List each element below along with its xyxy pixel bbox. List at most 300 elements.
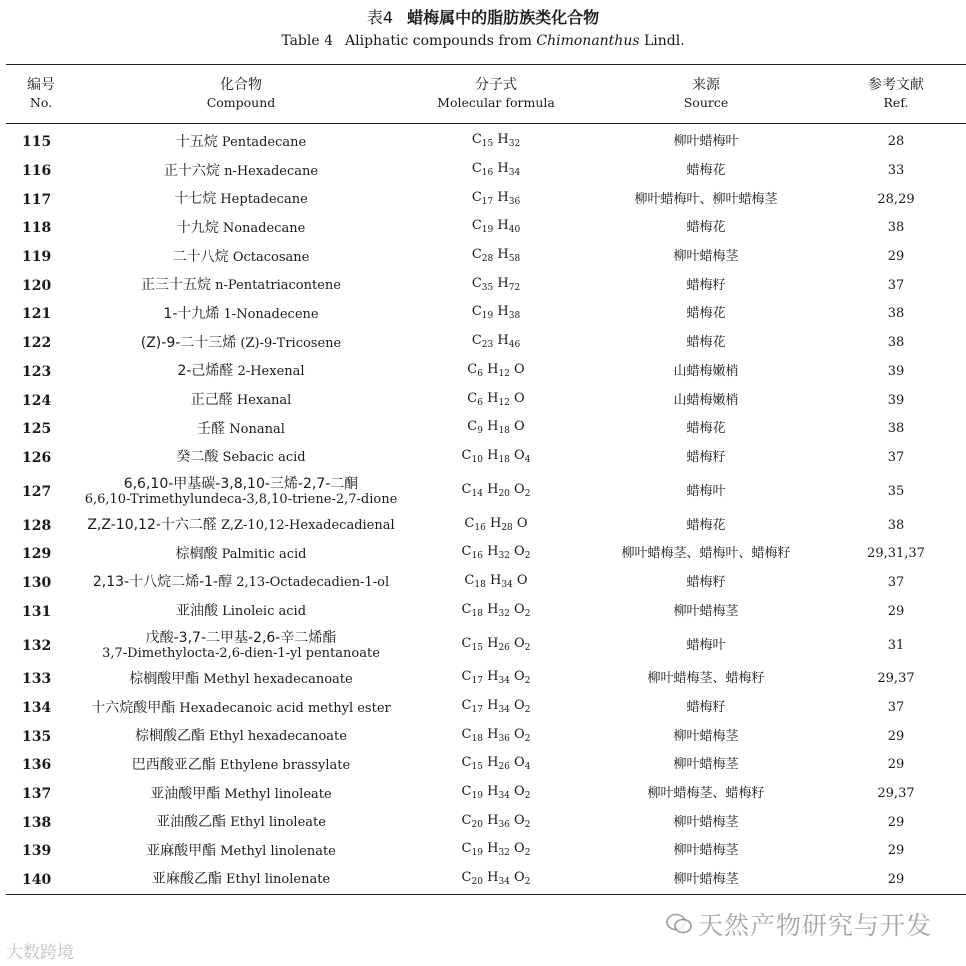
- cell-source: 蜡梅花: [686, 163, 726, 179]
- cell-ref: 39: [887, 363, 905, 379]
- compound-name-zh: 亚油酸: [175, 603, 218, 620]
- cell-compound: [76, 540, 406, 569]
- formula-element: C: [471, 247, 482, 263]
- formula-count: 4: [524, 454, 531, 465]
- cell-ref: 29,31,37: [867, 546, 925, 562]
- compound-name-zh: 十六烷酸甲酯: [91, 699, 176, 716]
- cell-source: 柳叶蜡梅茎: [673, 843, 739, 859]
- formula-count: 14: [471, 488, 483, 499]
- cell-no: 138: [22, 814, 52, 831]
- caption-chinese: [0, 6, 966, 30]
- cell-ref: 29: [887, 249, 905, 265]
- formula-count: 17: [471, 676, 483, 687]
- formula-element: C: [461, 447, 472, 463]
- formula-element: C: [461, 812, 472, 828]
- watermark-source: [6, 938, 74, 963]
- table-row: [6, 751, 966, 780]
- table-body: [6, 124, 966, 895]
- formula-count: 2: [524, 876, 531, 887]
- cell-no: 130: [22, 574, 52, 591]
- formula-count: 34: [498, 705, 510, 716]
- formula-element: O: [514, 635, 525, 651]
- formula-count: 2: [524, 848, 531, 859]
- cell-compound: [76, 128, 406, 157]
- table-header: [6, 65, 966, 124]
- compound-name-en: Ethyl linolenate: [226, 872, 331, 888]
- cell-compound: [76, 722, 406, 751]
- cell-no: 129: [22, 546, 52, 563]
- cell-source: 柳叶蜡梅叶、柳叶蜡梅茎: [634, 191, 778, 207]
- formula-element: H: [497, 304, 509, 320]
- compound-name-zh: 棕榈酸: [175, 545, 218, 562]
- cell-formula: [406, 128, 586, 157]
- formula-count: 36: [508, 196, 521, 207]
- formula-element: C: [467, 390, 478, 406]
- formula-count: 2: [524, 733, 531, 744]
- formula-count: 2: [524, 676, 531, 687]
- cell-no: 132: [22, 637, 52, 654]
- table-row: [6, 386, 966, 415]
- caption-en-author: Lindl.: [643, 33, 685, 49]
- cell-source: 蜡梅籽: [686, 277, 726, 293]
- cell-ref: 29,37: [877, 786, 915, 802]
- formula-element: C: [461, 635, 472, 651]
- formula-count: 15: [471, 762, 483, 773]
- table-row: [6, 808, 966, 837]
- header-formula: 分子式 Molecular formula: [406, 65, 586, 124]
- compound-name-zh: 壬醛: [197, 420, 226, 437]
- formula-element: O: [514, 841, 525, 857]
- cell-source: 柳叶蜡梅茎、蜡梅籽: [647, 671, 765, 687]
- cell-formula: [406, 722, 586, 751]
- formula-element: H: [487, 784, 499, 800]
- compound-name-zh: 亚麻酸乙酯: [151, 871, 222, 888]
- cell-ref: 29: [887, 814, 905, 830]
- cell-no: 118: [22, 220, 52, 237]
- cell-formula: [406, 540, 586, 569]
- formula-count: 34: [498, 876, 510, 887]
- table-row: [6, 128, 966, 157]
- header-no: 编号 No.: [6, 65, 76, 124]
- cell-ref: 38: [887, 517, 905, 533]
- formula-count: 28: [501, 522, 513, 533]
- caption-zh-text: 蜡梅属中的脂肪族类化合物: [407, 8, 600, 27]
- cell-formula: [406, 329, 586, 358]
- cell-formula: [406, 808, 586, 837]
- cell-no: 128: [22, 517, 52, 534]
- formula-element: C: [467, 419, 478, 435]
- formula-count: 32: [508, 139, 521, 150]
- compound-name-en: Ethylene brassylate: [219, 757, 351, 773]
- cell-no: 140: [6, 866, 76, 895]
- cell-formula: [406, 243, 586, 272]
- table-row: [6, 511, 966, 540]
- formula-element: O: [514, 544, 525, 560]
- cell-formula: [406, 300, 586, 329]
- formula-count: 15: [471, 642, 483, 653]
- compounds-table: [6, 64, 966, 895]
- compound-name-en: Sebacic acid: [222, 450, 306, 466]
- cell-source: 蜡梅花: [686, 517, 726, 533]
- compound-name-zh: 十七烷: [174, 191, 217, 208]
- formula-count: 12: [498, 368, 510, 379]
- cell-formula: [406, 780, 586, 809]
- compound-name-en: Methyl linolenate: [220, 843, 336, 859]
- formula-count: 16: [474, 522, 486, 533]
- table-row: [6, 665, 966, 694]
- formula-element: H: [487, 481, 499, 497]
- cell-formula: [406, 157, 586, 186]
- formula-count: 58: [508, 254, 521, 265]
- cell-ref: 37: [887, 449, 905, 465]
- formula-element: C: [461, 544, 472, 560]
- formula-element: C: [461, 869, 472, 885]
- compound-name-en: 2-Hexenal: [237, 364, 305, 380]
- formula-element: C: [471, 132, 482, 148]
- cell-formula: [406, 751, 586, 780]
- cell-no: 139: [22, 843, 52, 860]
- formula-count: 40: [508, 225, 521, 236]
- table-row: [6, 472, 966, 511]
- cell-ref: 38: [887, 335, 905, 351]
- caption-zh-number: 表4: [366, 8, 394, 27]
- cell-source: 蜡梅花: [686, 220, 726, 236]
- table-row: [6, 329, 966, 358]
- table-row: [6, 300, 966, 329]
- cell-formula: [406, 386, 586, 415]
- formula-count: 28: [481, 254, 494, 265]
- formula-element: H: [497, 333, 509, 349]
- formula-element: H: [487, 601, 499, 617]
- table-row: [6, 415, 966, 444]
- formula-element: O: [514, 812, 525, 828]
- formula-count: 18: [498, 454, 510, 465]
- cell-source: 山蜡梅嫩梢: [673, 392, 739, 408]
- caption-en-genus: Chimonanthus: [536, 33, 640, 49]
- formula-count: 32: [498, 848, 510, 859]
- cell-ref: 29: [826, 866, 966, 895]
- formula-element: C: [461, 726, 472, 742]
- cell-ref: 39: [887, 392, 905, 408]
- cell-formula: [406, 665, 586, 694]
- formula-element: C: [471, 218, 482, 234]
- formula-element: C: [471, 189, 482, 205]
- cell-formula: [406, 597, 586, 626]
- cell-formula: [406, 415, 586, 444]
- compound-name-en: Ethyl hexadecanoate: [209, 729, 347, 745]
- cell-compound: [76, 214, 406, 243]
- table-row: [6, 626, 966, 665]
- formula-count: 32: [498, 608, 510, 619]
- cell-source: 蜡梅叶: [686, 637, 726, 653]
- cell-no: 134: [22, 700, 52, 717]
- formula-element: O: [514, 390, 525, 406]
- cell-compound: [76, 694, 406, 723]
- formula-element: O: [514, 419, 525, 435]
- table-row: [6, 780, 966, 809]
- formula-element: O: [514, 869, 525, 885]
- compound-name-zh: 2,13-十八烷二烯-1-醇: [92, 574, 233, 591]
- formula-element: C: [461, 698, 472, 714]
- cell-source: 柳叶蜡梅茎: [673, 603, 739, 619]
- compound-name-zh: 亚麻酸甲酯: [146, 842, 217, 859]
- compound-name-en: Palmitic acid: [221, 546, 307, 562]
- cell-ref: 29,37: [877, 671, 915, 687]
- formula-count: 16: [471, 551, 483, 562]
- compound-name-en: Heptadecane: [220, 192, 308, 208]
- formula-element: H: [487, 698, 499, 714]
- formula-count: 19: [481, 311, 494, 322]
- formula-count: 34: [498, 791, 510, 802]
- formula-element: H: [487, 726, 499, 742]
- cell-no: 117: [22, 191, 52, 208]
- compound-name-en: Hexanal: [236, 393, 292, 409]
- formula-element: C: [461, 841, 472, 857]
- cell-source: 柳叶蜡梅茎: [673, 757, 739, 773]
- compound-name-zh: 正三十五烷: [141, 277, 212, 294]
- caption-english: [0, 30, 966, 52]
- cell-source: 蜡梅花: [686, 421, 726, 437]
- formula-count: 12: [498, 397, 510, 408]
- compound-name-zh: (Z)-9-二十三烯: [140, 334, 237, 351]
- formula-element: C: [464, 515, 475, 531]
- formula-element: H: [487, 447, 499, 463]
- formula-element: H: [487, 869, 499, 885]
- compound-name-en: Pentadecane: [221, 134, 307, 150]
- formula-count: 10: [471, 454, 483, 465]
- formula-count: 36: [498, 733, 510, 744]
- cell-compound: [76, 780, 406, 809]
- formula-element: C: [464, 572, 475, 588]
- formula-count: 35: [481, 282, 494, 293]
- table-row: [6, 722, 966, 751]
- formula-count: 19: [481, 225, 494, 236]
- formula-element: H: [497, 161, 509, 177]
- compound-name-en: 2,13-Octadecadien-1-ol: [236, 575, 390, 591]
- watermark-journal-text: 天然产物研究与开发: [697, 911, 932, 940]
- formula-count: 6: [477, 397, 483, 408]
- cell-formula: [406, 866, 586, 895]
- compound-name-en: Methyl linoleate: [224, 786, 332, 802]
- table-row: [6, 358, 966, 387]
- compound-name-zh: 戊酸-3,7-二甲基-2,6-辛二烯酯: [145, 629, 337, 646]
- compound-name-zh: 十九烷: [176, 219, 219, 236]
- cell-compound: [76, 444, 406, 473]
- compound-name-en: Linoleic acid: [222, 604, 307, 620]
- formula-count: 17: [481, 196, 494, 207]
- cell-source: 蜡梅叶: [686, 483, 726, 499]
- formula-element: O: [514, 698, 525, 714]
- formula-count: 36: [498, 819, 510, 830]
- cell-formula: [406, 214, 586, 243]
- formula-count: 26: [498, 762, 510, 773]
- formula-count: 18: [471, 733, 483, 744]
- formula-count: 4: [524, 762, 531, 773]
- cell-no: 121: [22, 306, 52, 323]
- formula-element: C: [471, 275, 482, 291]
- formula-count: 34: [501, 579, 513, 590]
- compound-name-en: 3,7-Dimethylocta-2,6-dien-1-yl pentanoate: [102, 645, 380, 661]
- formula-count: 9: [477, 426, 483, 437]
- cell-source: 柳叶蜡梅茎: [586, 866, 826, 895]
- formula-count: 19: [471, 848, 483, 859]
- cell-compound: [76, 386, 406, 415]
- formula-element: H: [489, 572, 502, 588]
- cell-compound: [76, 243, 406, 272]
- cell-compound: [76, 597, 406, 626]
- cell-no: 122: [22, 335, 52, 352]
- compound-name-en: n-Pentatriacontene: [215, 278, 341, 294]
- formula-element: C: [461, 669, 472, 685]
- formula-element: O: [516, 572, 528, 588]
- formula-count: 2: [524, 551, 531, 562]
- cell-formula: [406, 358, 586, 387]
- formula-element: O: [514, 481, 525, 497]
- cell-compound: [76, 300, 406, 329]
- compound-name-zh: 亚油酸乙酯: [156, 814, 227, 831]
- formula-count: 2: [524, 488, 531, 499]
- caption-en-number: Table 4: [281, 33, 333, 49]
- formula-count: 17: [471, 705, 483, 716]
- compound-name-en: Z,Z-10,12-Hexadecadienal: [221, 518, 395, 534]
- formula-element: H: [487, 390, 499, 406]
- table-row: [6, 569, 966, 598]
- formula-count: 38: [508, 311, 521, 322]
- table-row: [6, 271, 966, 300]
- cell-source: 蜡梅籽: [686, 700, 726, 716]
- table-row: [6, 185, 966, 214]
- cell-ref: 28: [887, 134, 905, 150]
- cell-source: 柳叶蜡梅茎: [673, 728, 739, 744]
- compound-name-zh: Z,Z-10,12-十六二醛: [87, 517, 217, 534]
- formula-element: H: [487, 361, 499, 377]
- formula-count: 26: [498, 642, 510, 653]
- formula-count: 18: [474, 579, 486, 590]
- formula-count: 32: [498, 551, 510, 562]
- compound-name-en: Nonadecane: [222, 220, 306, 236]
- compound-name-zh: 二十八烷: [172, 248, 229, 265]
- formula-count: 2: [524, 705, 531, 716]
- formula-element: O: [516, 515, 528, 531]
- formula-element: H: [487, 812, 499, 828]
- cell-formula: [406, 694, 586, 723]
- formula-element: H: [489, 515, 502, 531]
- cell-source: 柳叶蜡梅茎、蜡梅籽: [647, 786, 765, 802]
- cell-ref: 37: [887, 277, 905, 293]
- cell-ref: 37: [887, 574, 905, 590]
- formula-element: C: [461, 481, 472, 497]
- compound-name-en: Octacosane: [232, 249, 310, 265]
- cell-ref: 29: [887, 757, 905, 773]
- formula-element: C: [467, 361, 478, 377]
- formula-count: 2: [524, 608, 531, 619]
- formula-count: 6: [477, 368, 483, 379]
- formula-count: 18: [471, 608, 483, 619]
- formula-count: 20: [471, 819, 483, 830]
- compound-name-zh: 棕榈酸甲酯: [129, 670, 200, 687]
- cell-source: 山蜡梅嫩梢: [673, 363, 739, 379]
- formula-count: 15: [481, 139, 494, 150]
- cell-ref: 37: [887, 700, 905, 716]
- table-row: [6, 597, 966, 626]
- cell-formula: [406, 837, 586, 866]
- table-caption: [0, 6, 966, 52]
- compound-name-en: (Z)-9-Tricosene: [240, 335, 342, 351]
- formula-element: C: [461, 601, 472, 617]
- cell-source: 柳叶蜡梅茎、蜡梅叶、蜡梅籽: [621, 546, 791, 562]
- header-compound: 化合物 Compound: [76, 65, 406, 124]
- cell-ref: 29: [887, 843, 905, 859]
- cell-compound: [76, 837, 406, 866]
- table-row: [6, 243, 966, 272]
- formula-element: H: [497, 189, 509, 205]
- cell-no: 119: [22, 249, 52, 266]
- cell-no: 123: [22, 363, 52, 380]
- cell-source: 蜡梅花: [686, 306, 726, 322]
- cell-no: 125: [22, 421, 52, 438]
- cell-no: 137: [22, 786, 52, 803]
- cell-source: 柳叶蜡梅茎: [673, 814, 739, 830]
- compound-name-zh: 正十六烷: [163, 162, 220, 179]
- formula-element: O: [514, 669, 525, 685]
- formula-count: 20: [498, 488, 510, 499]
- cell-formula: [406, 444, 586, 473]
- table-row: [6, 540, 966, 569]
- watermark-source-text: 大数跨境: [6, 943, 74, 963]
- formula-count: 23: [481, 340, 494, 351]
- cell-ref: 29: [887, 603, 905, 619]
- compound-name-zh: 1-十九烯: [163, 305, 220, 322]
- cell-formula: [406, 511, 586, 540]
- cell-source: 柳叶蜡梅叶: [673, 134, 739, 150]
- cell-compound: [76, 329, 406, 358]
- cell-formula: [406, 271, 586, 300]
- table-row: [6, 214, 966, 243]
- formula-element: C: [461, 784, 472, 800]
- compound-name-en: Methyl hexadecanoate: [203, 671, 353, 687]
- compound-name-zh: 正己醛: [190, 392, 233, 409]
- formula-count: 2: [524, 642, 531, 653]
- formula-element: O: [514, 361, 525, 377]
- compound-name-en: 6,6,10-Trimethylundeca-3,8,10-triene-2,7-dione: [84, 491, 398, 507]
- table-row: [6, 694, 966, 723]
- cell-ref: 31: [887, 637, 905, 653]
- table-row: [6, 866, 966, 895]
- cell-compound: [76, 626, 406, 665]
- watermark-journal: [666, 906, 932, 942]
- formula-element: H: [487, 669, 499, 685]
- header-ref: 参考文献 Ref.: [826, 65, 966, 124]
- formula-element: C: [461, 755, 472, 771]
- formula-count: 16: [481, 168, 494, 179]
- cell-compound: [76, 866, 406, 895]
- cell-compound: [76, 511, 406, 540]
- cell-no: 135: [22, 728, 52, 745]
- compound-name-zh: 棕榈酸乙酯: [135, 728, 206, 745]
- compound-name-en: Hexadecanoic acid methyl ester: [179, 700, 391, 716]
- formula-element: H: [487, 841, 499, 857]
- formula-count: 2: [524, 819, 531, 830]
- cell-ref: 35: [887, 483, 905, 499]
- cell-formula: [406, 569, 586, 598]
- formula-element: H: [497, 275, 509, 291]
- cell-formula: [406, 472, 586, 511]
- compound-name-en: Ethyl linoleate: [230, 815, 326, 831]
- table-row: [6, 444, 966, 473]
- cell-compound: [76, 808, 406, 837]
- compound-name-zh: 6,6,10-甲基碳-3,8,10-三烯-2,7-二酮: [123, 475, 359, 492]
- cell-formula: [406, 185, 586, 214]
